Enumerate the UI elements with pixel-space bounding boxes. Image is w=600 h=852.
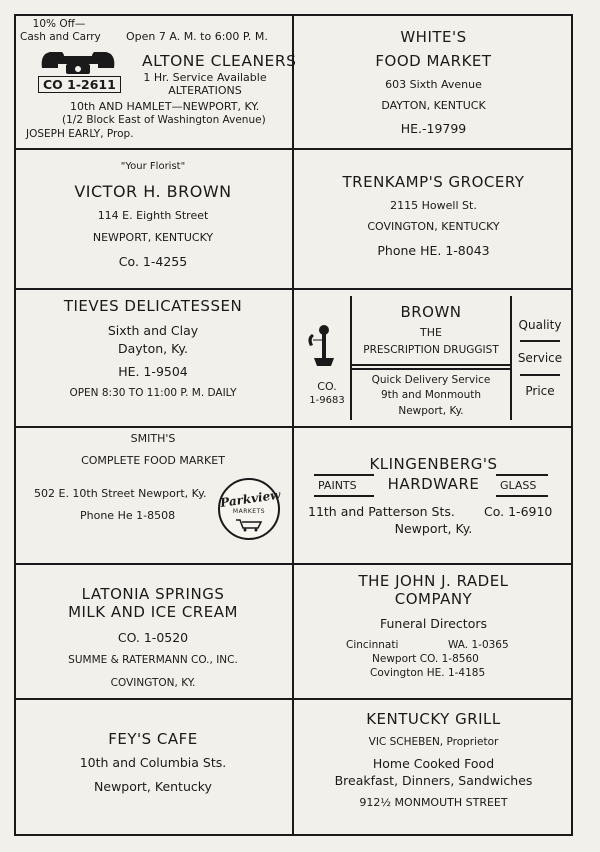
whites-name-line2: FOOD MARKET (375, 52, 492, 70)
smiths-name: SMITH'S (130, 432, 176, 445)
feys-city: Newport, Kentucky (94, 779, 212, 794)
druggist-rule (520, 340, 560, 342)
latonia-phone: CO. 1-0520 (117, 630, 189, 645)
druggist-rule (352, 364, 510, 366)
tieves-phone: HE. 1-9504 (118, 364, 188, 379)
grocery-cart-icon (234, 518, 264, 532)
hardware-rule (496, 474, 548, 476)
kygrill-street: 912½ MONMOUTH STREET (359, 796, 508, 809)
klingenberg-name-line1: KLINGENBERG'S (369, 455, 498, 473)
brown-drug-phone: 1-9683 (309, 395, 345, 406)
brown-florist-phone: Co. 1-4255 (118, 254, 188, 269)
row-divider (14, 698, 573, 700)
radel-cincinnati-phone: WA. 1-0365 (448, 639, 509, 651)
brown-florist-name: VICTOR H. BROWN (74, 182, 232, 201)
whites-phone: HE.-19799 (400, 121, 467, 136)
klingenberg-address: 11th and Patterson Sts. (308, 504, 455, 519)
brown-drug-street: 9th and Monmouth (380, 389, 482, 401)
hardware-rule (314, 474, 374, 476)
smiths-phone: Phone He 1-8508 (80, 509, 176, 522)
radel-subtitle: Funeral Directors (379, 616, 487, 631)
klingenberg-glass: GLASS (500, 479, 537, 492)
brown-drug-title: PRESCRIPTION DRUGGIST (363, 344, 499, 356)
radel-name-line1: THE JOHN J. RADEL (358, 572, 509, 590)
trenkamp-street: 2115 Howell St. (390, 199, 477, 212)
latonia-city: COVINGTON, KY. (110, 677, 196, 689)
parkview-logo-script: Parkview (219, 487, 282, 510)
klingenberg-phone: Co. 1-6910 (484, 504, 553, 519)
row-divider (14, 148, 573, 150)
druggist-rule (352, 368, 510, 370)
row-divider (14, 426, 573, 428)
brown-drug-phone-prefix: CO. (317, 380, 337, 393)
klingenberg-paints: PAINTS (318, 479, 357, 492)
feys-street: 10th and Columbia Sts. (79, 755, 227, 770)
brown-drug-city: Newport, Ky. (398, 405, 464, 417)
latonia-name-line2: MILK AND ICE CREAM (68, 603, 238, 621)
brown-drug-quality: Quality (518, 318, 562, 332)
tieves-hours: OPEN 8:30 TO 11:00 P. M. DAILY (69, 387, 237, 399)
brown-drug-the: THE (420, 326, 442, 339)
brown-florist-city: NEWPORT, KENTUCKY (92, 231, 214, 244)
tieves-name: TIEVES DELICATESSEN (63, 297, 243, 315)
trenkamp-name: TRENKAMP'S GROCERY (342, 173, 525, 191)
telephone-icon (36, 46, 120, 76)
trenkamp-city: COVINGTON, KENTUCKY (367, 220, 500, 233)
radel-covington-phone: Covington HE. 1-4185 (370, 667, 486, 679)
parkview-markets-logo (218, 478, 280, 540)
row-divider (14, 563, 573, 565)
klingenberg-name-line2: HARDWARE (387, 475, 480, 493)
altone-discount: 10% Off— (32, 18, 86, 30)
altone-owner: JOSEPH EARLY, Prop. (26, 128, 134, 140)
klingenberg-city: Newport, Ky. (394, 521, 473, 536)
altone-discount-note: Cash and Carry (20, 31, 101, 43)
altone-service: 1 Hr. Service Available (143, 71, 267, 84)
altone-name: ALTONE CLEANERS (142, 52, 297, 70)
row-divider (14, 288, 573, 290)
smiths-address: 502 E. 10th Street Newport, Ky. (34, 487, 207, 500)
tieves-city: Dayton, Ky. (118, 341, 188, 356)
hardware-rule (496, 495, 548, 497)
radel-newport-phone: Newport CO. 1-8560 (372, 653, 479, 665)
brown-drug-service: Service (517, 351, 563, 365)
parkview-logo-markets: MARKETS (232, 508, 266, 515)
latonia-name-line1: LATONIA SPRINGS (81, 585, 225, 603)
brown-drug-delivery: Quick Delivery Service (371, 374, 491, 386)
kygrill-owner: VIC SCHEBEN, Proprietor (368, 736, 499, 748)
druggist-rule (520, 374, 560, 376)
tieves-street: Sixth and Clay (107, 323, 199, 338)
altone-alterations: ALTERATIONS (168, 84, 242, 97)
altone-address: 10th AND HAMLET—NEWPORT, KY. (70, 100, 260, 113)
latonia-company: SUMME & RATERMANN CO., INC. (68, 654, 238, 666)
radel-cincinnati-label: Cincinnati (346, 639, 399, 651)
brown-florist-street: 114 E. Eighth Street (97, 209, 209, 222)
brown-drug-price: Price (525, 384, 555, 398)
radel-name-line2: COMPANY (394, 590, 473, 608)
whites-city: DAYTON, KENTUCK (381, 99, 486, 112)
kygrill-name: KENTUCKY GRILL (366, 710, 501, 728)
kygrill-line2: Breakfast, Dinners, Sandwiches (334, 773, 533, 788)
whites-name-line1: WHITE'S (400, 28, 467, 46)
smiths-subtitle: COMPLETE FOOD MARKET (81, 454, 225, 467)
kygrill-line1: Home Cooked Food (372, 756, 495, 771)
hardware-rule (314, 495, 374, 497)
altone-phone: CO 1-2611 (38, 76, 121, 93)
whites-street: 603 Sixth Avenue (385, 78, 482, 91)
brown-drug-name: BROWN (400, 303, 462, 321)
trenkamp-phone: Phone HE. 1-8043 (377, 243, 490, 258)
altone-hours: Open 7 A. M. to 6:00 P. M. (126, 30, 268, 43)
altone-address-note: (1/2 Block East of Washington Avenue) (62, 114, 266, 126)
brown-florist-tagline: "Your Florist" (120, 161, 186, 172)
candlestick-telephone-icon (304, 324, 334, 368)
feys-name: FEY'S CAFE (108, 730, 198, 748)
